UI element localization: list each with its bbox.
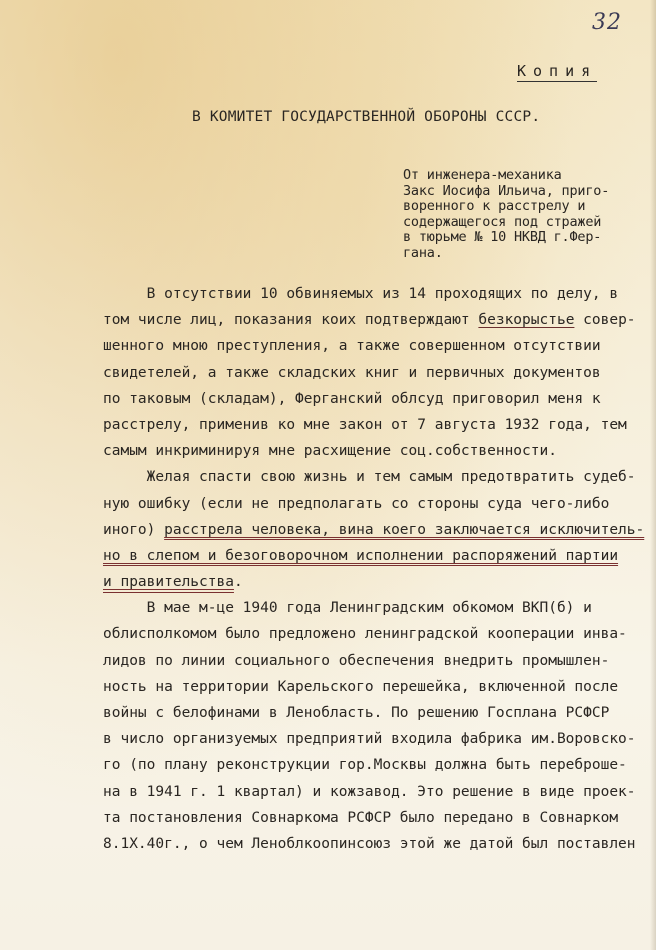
sender-line: гана. bbox=[403, 244, 443, 261]
handwritten-page-number: 32 bbox=[592, 10, 622, 35]
body-line: свидетелей, а также складских книг и первичных документов bbox=[103, 364, 601, 381]
body-line: расстрелу, применив ко мне закон от 7 августа 1932 года, тем bbox=[103, 416, 627, 433]
body-line: 8.1X.40г., о чем Ленoблкоопинсоюз этой же датой был поставлен bbox=[103, 835, 636, 852]
sender-line: содержащегося под стражей bbox=[403, 213, 602, 230]
body-line: ность на территории Карельского перешейка, включенной после bbox=[103, 678, 619, 695]
body-line: по таковым (складам), Ферганский облсуд приговорил меня к bbox=[103, 390, 601, 407]
body-line: го (по плану реконструкции гор.Москвы должна быть переброше- bbox=[103, 757, 627, 774]
body-line: та постановления Совнаркома РСФСР было передано в Совнарком bbox=[103, 809, 619, 826]
body-line: лидов по линии социального обеспечения внедрить промышлен- bbox=[103, 652, 610, 669]
body-line bbox=[103, 543, 651, 569]
body-text-fragment: иного) bbox=[103, 521, 165, 538]
sender-line: в тюрьме № 10 НКВД г.Фер- bbox=[403, 229, 602, 245]
body-line: В мае м-це 1940 года Ленинградским обкомом ВКП(б) и bbox=[103, 600, 592, 617]
body-line: Желая спасти свою жизнь и тем самым предотвратить судеб- bbox=[103, 469, 636, 486]
sender-line: Закс Иосифа Ильича, приго- bbox=[403, 182, 610, 199]
underlined-phrase: безкорыстье bbox=[478, 312, 575, 329]
letter-body bbox=[103, 281, 651, 857]
sender-line: воренного к расстрелу и bbox=[403, 198, 586, 214]
body-text-fragment: совер- bbox=[574, 312, 636, 329]
body-line: шенного мною преступления, а также совершенном отсутствии bbox=[103, 338, 601, 355]
underlined-phrase: расстрела человека, вина коего заключается исключитель- bbox=[164, 521, 645, 538]
sender-line: От инженера-механика bbox=[403, 167, 562, 183]
body-line: на в 1941 г. 1 квартал) и кожзавод. Это решение в виде проек- bbox=[103, 783, 636, 800]
body-line: ную ошибку (если не предполагать со стороны суда чего-либо bbox=[103, 495, 610, 512]
addressee-heading: В КОМИТЕТ ГОСУДАРСТВЕННОЙ ОБОРОНЫ СССР. bbox=[192, 109, 541, 125]
body-line bbox=[103, 517, 651, 543]
body-line: облисполкомом было предложено ленинградской кооперации инва- bbox=[103, 626, 627, 643]
body-line: В отсутствии 10 обвиняемых из 14 проходящих по делу, в bbox=[103, 286, 619, 302]
body-text-fragment: том числе лиц, показания коих подтверждают bbox=[103, 312, 479, 329]
body-line bbox=[103, 307, 651, 333]
copy-label: Копия bbox=[517, 62, 598, 80]
body-line: в число организуемых предприятий входила фабрика им.Воровско- bbox=[103, 731, 636, 748]
body-line: войны с белофинами в Ленобласть. По решению Госплана РСФСР bbox=[103, 705, 610, 721]
sender-block bbox=[403, 168, 609, 261]
body-text-fragment: . bbox=[233, 574, 243, 591]
underlined-phrase: и правительства bbox=[103, 574, 234, 591]
body-line bbox=[103, 569, 651, 595]
underlined-phrase: но в слепом и безоговорочном исполнении распоряжений партии bbox=[103, 547, 619, 564]
body-line: самым инкриминируя мне расхищение соц.собственности. bbox=[103, 443, 557, 460]
